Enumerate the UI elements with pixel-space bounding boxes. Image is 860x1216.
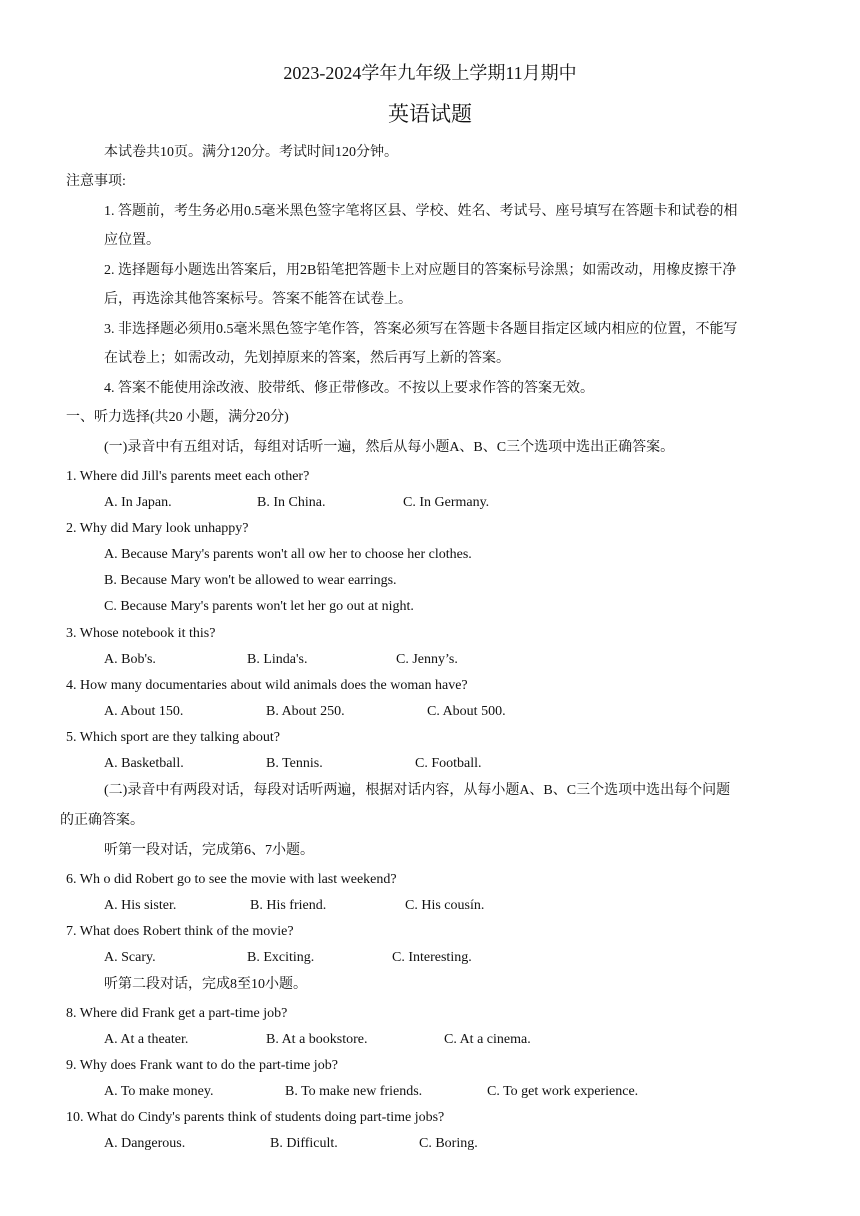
notice-2-line1: 2. 选择题每小题选出答案后，用2B铅笔把答题卡上对应题目的答案标号涂黑；如需改动，用橡皮擦干净 <box>104 263 737 278</box>
q3-option-b: B. Linda's. <box>247 652 308 667</box>
q7-option-a: A. Scary. <box>104 950 156 965</box>
q8-option-a: A. At a theater. <box>104 1032 189 1047</box>
q1-option-c: C. In Germany. <box>403 495 490 510</box>
q9-option-b: B. To make new friends. <box>285 1084 423 1099</box>
q9-option-a: A. To make money. <box>104 1084 214 1099</box>
notice-1-line1: 1. 答题前，考生务必用0.5毫米黑色签字笔将区县、学校、姓名、考试号、座号填写在答题卡和试卷的相 <box>104 204 738 219</box>
q4-option-b: B. About 250. <box>266 704 345 719</box>
question-7: 7. What does Robert think of the movie? <box>66 924 294 939</box>
part2-instruction-cont: 的正确答案。 <box>60 813 144 828</box>
exam-title: 2023-2024学年九年级上学期11月期中 <box>283 63 577 83</box>
notice-1-line2: 应位置。 <box>104 233 160 248</box>
q3-option-c: C. Jenny’s. <box>396 652 458 667</box>
question-4: 4. How many documentaries about wild animals does the woman have? <box>66 678 468 693</box>
q2-option-c: C. Because Mary's parents won't let her go out at night. <box>104 599 414 614</box>
notice-4-line1: 4. 答案不能使用涂改液、胶带纸、修正带修改。不按以上要求作答的答案无效。 <box>104 381 594 396</box>
question-5: 5. Which sport are they talking about? <box>66 730 280 745</box>
q7-option-c: C. Interesting. <box>392 950 472 965</box>
question-2: 2. Why did Mary look unhappy? <box>66 521 249 536</box>
q5-option-c: C. Football. <box>415 756 482 771</box>
q6-option-a: A. His sister. <box>104 898 177 913</box>
part1-instruction: (一)录音中有五组对话，每组对话听一遍，然后从每小题A、B、C三个选项中选出正确答案。 <box>104 440 675 455</box>
q7-option-b: B. Exciting. <box>247 950 315 965</box>
question-1: 1. Where did Jill's parents meet each other? <box>66 469 310 484</box>
exam-intro: 本试卷共10页。满分120分。考试时间120分钟。 <box>104 145 398 160</box>
q6-option-b: B. His friend. <box>250 898 327 913</box>
question-8: 8. Where did Frank get a part-time job? <box>66 1006 288 1021</box>
exam-subtitle: 英语试题 <box>388 102 472 126</box>
q6-option-c: C. His cousín. <box>405 898 485 913</box>
q1-option-a: A. In Japan. <box>104 495 172 510</box>
q2-option-b: B. Because Mary won't be allowed to wear earrings. <box>104 573 397 588</box>
q10-option-b: B. Difficult. <box>270 1136 338 1151</box>
q3-option-a: A. Bob's. <box>104 652 156 667</box>
dialog1-note: 听第一段对话，完成第6、7小题。 <box>104 843 314 858</box>
q8-option-b: B. At a bookstore. <box>266 1032 368 1047</box>
q10-option-c: C. Boring. <box>419 1136 478 1151</box>
notice-label: 注意事项: <box>66 174 126 189</box>
q4-option-c: C. About 500. <box>427 704 506 719</box>
notice-3-line1: 3. 非选择题必须用0.5毫米黑色签字笔作答，答案必须写在答题卡各题目指定区域内相应的位置，不能写 <box>104 322 738 337</box>
question-10: 10. What do Cindy's parents think of students doing part-time jobs? <box>66 1110 445 1125</box>
q5-option-a: A. Basketball. <box>104 756 184 771</box>
notice-3-line2: 在试卷上；如需改动，先划掉原来的答案，然后再写上新的答案。 <box>104 351 510 366</box>
section-heading: 一、听力选择(共20 小题，满分20分) <box>66 410 289 425</box>
q2-option-a: A. Because Mary's parents won't all ow her to choose her clothes. <box>104 547 472 562</box>
q9-option-c: C. To get work experience. <box>487 1084 639 1099</box>
q1-option-b: B. In China. <box>257 495 326 510</box>
q5-option-b: B. Tennis. <box>266 756 323 771</box>
part2-instruction: (二)录音中有两段对话，每段对话听两遍，根据对话内容，从每小题A、B、C三个选项中选出每个问题 <box>104 783 731 798</box>
notice-2-line2: 后，再选涂其他答案标号。答案不能答在试卷上。 <box>104 292 412 307</box>
q4-option-a: A. About 150. <box>104 704 184 719</box>
question-9: 9. Why does Frank want to do the part-time job? <box>66 1058 338 1073</box>
question-6: 6. Wh o did Robert go to see the movie with last weekend? <box>66 872 397 887</box>
q8-option-c: C. At a cinema. <box>444 1032 531 1047</box>
question-3: 3. Whose notebook it this? <box>66 626 216 641</box>
dialog2-note: 听第二段对话，完成8至10小题。 <box>104 977 307 992</box>
q10-option-a: A. Dangerous. <box>104 1136 186 1151</box>
